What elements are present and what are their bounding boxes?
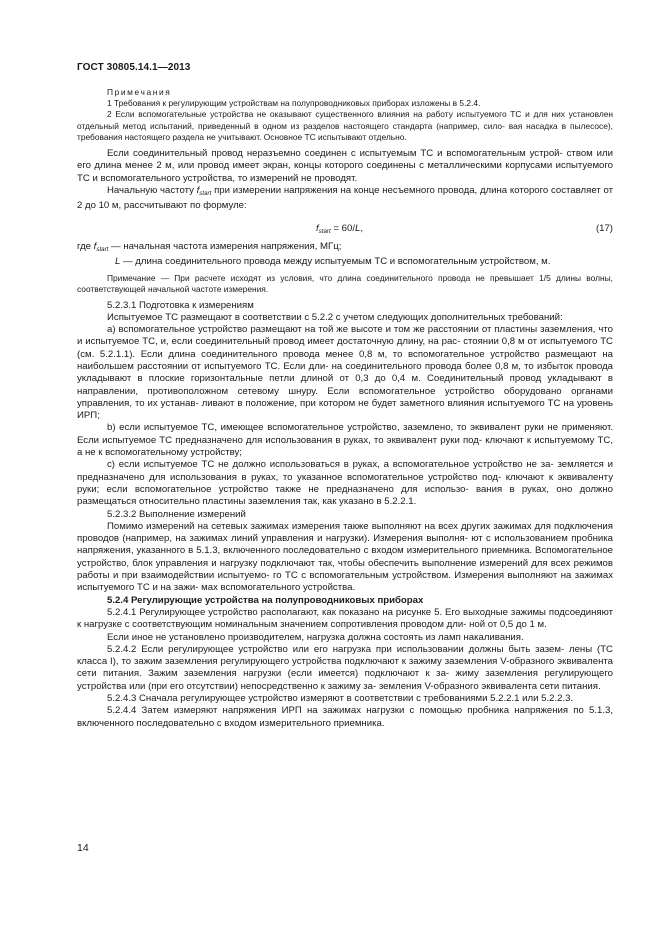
page-header: ГОСТ 30805.14.1—2013 [77,62,191,73]
paragraph-text: при измерении напряжения на конце несъемного провода, длина которого составляет от 2 до 10 м, рассчитывают по формуле: [77,184,613,212]
legend-l: L [115,255,121,267]
legend-f-sub: start [96,245,109,253]
legend-f: f [93,240,97,252]
legend-f-desc: — начальная частота измерения напряжения, МГц; [108,240,342,252]
list-item-c: c) если испытуемое ТС не должно использоваться в руках, а вспомогательное устройство не за- земляется и предназначено для использования в руках, то указанное вспомогательное устройство под- ключают к эквиваленту руки; если вспомогательное устройство также не предназначено для использо- вания в руках, оно должно размещаться относительно пластины заземления так, как указано в 5.2.2.1. [77,459,613,508]
subsection-title: 5.2.3.1 Подготовка к измерениям [107,299,254,311]
page-number: 14 [77,842,89,854]
paragraph-with-symbol [77,185,613,213]
note-item: 1 Требования к регулирующим устройствам на полупроводниковых приборах изложены в 5.2.4. [107,98,481,109]
legend-line-f [77,241,613,256]
formula-f: f [316,222,319,234]
paragraph: Испытуемое ТС размещают в соответствии с 5.2.2 с учетом следующих дополнительных требований: [107,311,563,323]
paragraph: 5.2.4.4 Затем измеряют напряжения ИРП на зажимах нагрузки с помощью пробника напряжения по 5.1.3, включенного последовательно с входом измерительного приемника. [77,705,613,729]
list-item-a: a) вспомогательное устройство размещают на той же высоте и том же расстоянии от пластины заземления, что и испытуемое ТС, и, если соединительный провод имеет достаточную длину, на рас- стоянии 0,8 м от испытуемого ТС (см. 5.2.1.1). Если длина соединительного провода менее 0,8 м, то вспомогательное устройство размещают на наибольшем расстоянии от испытуемого ТС. Если дли- на соединительного провода более 0,8 м, то избыток провода укладывают в плоские горизонтальные петли длиной от 0,3 до 0,4 м. Соединительный провод укладывают в направлении, противоположном сетевому шнуру. Если вспомогательное устройство оборудовано органами управления, то их устанав- ливают в положение, при котором не будет заметного влияния испытуемого ТС на уровень ИРП; [77,324,613,422]
legend-line-l [77,256,613,268]
formula-number: (17) [595,222,613,234]
formula-equals: = 60/ [330,222,355,234]
formula-f-sub: start [318,227,331,235]
paragraph-text: Начальную частоту [107,184,197,196]
f-subscript: start [199,189,212,197]
paragraph: 5.2.4.3 Сначала регулирующее устройство измеряют в соответствии с требованиями 5.2.2.1 или 5.2.2.3. [107,693,574,704]
formula-row [77,217,613,239]
paragraph: 5.2.4.2 Если регулирующее устройство или его нагрузка при использовании должны быть зазем- лены (ТС класса I), то зажим заземления регулирующего устройства подключают к зажиму заземления V-образного эквивалента сети питания. Зажим заземления нагрузки (если имеется) подключают к за- жиму заземления регулирующего устройства или (при его отсутствии) непосредственно к зажиму за- земления V-образного эквивалента сети питания. [77,643,613,692]
paragraph: Если соединительный провод неразъемно соединен с испытуемым ТС и вспомогательным устрой- ством или его длина менее 2 м, или провод имеет экран, концы которого соединены с металлическими корпусами испытуемого ТС и вспомогательного устройства, то измерений не проводят. [77,148,613,184]
paragraph: Помимо измерений на сетевых зажимах измерения также выполняют на всех других зажимах для подключения проводов (например, на зажимах линий управления и нагрузки). Измерения выполня- ют с использованием пробника напряжения, указанного в 5.1.3, включенного последовательно с входом измерительного приемника. Вспомогательное устройство, блок управления и нагрузку подключают так, чтобы обеспечить выполнение измерений для всех режимов работы и при взаимодействии испытуемо- го ТС с вспомогательным устройством. Измерения выполняют на зажимах испытуемого ТС и на зажи- мах вспомогательного устройства. [77,520,613,594]
page-content [77,87,613,730]
formula-legend [77,241,613,269]
formula-l: L [355,222,361,234]
formula-expression [316,223,363,235]
legend-prefix: где [77,240,94,252]
paragraph: 5.2.4.1 Регулирующее устройство располагают, как показано на рисунке 5. Его выходные зажимы подсоединяют к нагрузке с соответствующим номинальным значением сопротивления проводом дли- ной от 0,5 до 1 м. [77,606,613,631]
note-inline: Примечание — При расчете исходят из условия, что длина соединительного провода не превышает 1/5 длины волны, соответствующей начальной частоте измерения. [77,273,613,295]
paragraph: Если иное не установлено производителем, нагрузка должна состоять из ламп накаливания. [107,631,524,643]
formula-comma: , [360,222,364,234]
subsection-title: 5.2.3.2 Выполнение измерений [107,508,246,520]
list-item-b: b) если испытуемое ТС, имеющее вспомогательное устройство, заземлено, то эквивалент руки не применяют. Если испытуемое ТС предназначено для использования в руках, то эквивалент руки под- ключают к испытуемому ТС, а не к вспомогательному устройству; [77,422,613,459]
f-symbol: f [196,184,200,196]
section-heading: 5.2.4 Регулирующие устройства на полупроводниковых приборах [107,594,424,606]
note-item: 2 Если вспомогательные устройства не оказывают существенного влияния на работу испытуемого ТС и для них установлен отдельный метод испытаний, приведенный в одном из разделов настоящего стандарта (например, сило- вая насадка в пылесосе), требования настоящего раздела не учитывают. Основное ТС испытывают отдельно. [77,109,613,142]
notes-heading: Примечания [107,87,172,97]
legend-l-desc: — длина соединительного провода между испытуемым ТС и вспомогательным устройством, м. [120,255,551,267]
